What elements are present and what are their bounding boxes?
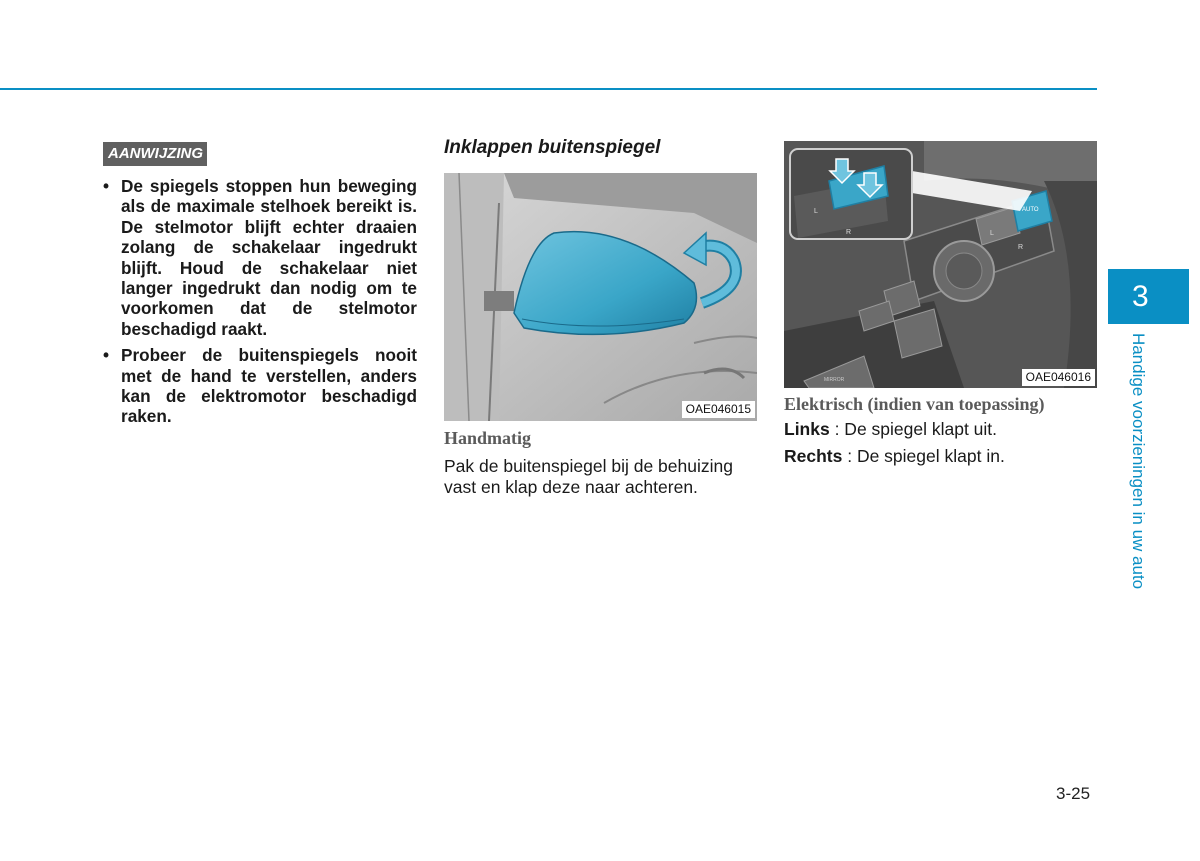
list-item xyxy=(103,345,417,427)
figure-code: OAE046016 xyxy=(1022,369,1095,386)
inset-right-label: R xyxy=(846,229,852,236)
note-list xyxy=(103,176,417,433)
note-label: AANWIJZING xyxy=(103,142,207,166)
door-switch-illustration xyxy=(784,141,1097,388)
switch-left-label: L xyxy=(990,230,994,237)
manual-fold-figure xyxy=(444,173,757,421)
manual-heading: Handmatig xyxy=(444,428,532,448)
manual-text: Pak de buitenspiegel bij de behuizing vast en klap deze naar achteren. xyxy=(444,456,733,497)
electric-rechts-line xyxy=(784,446,1005,467)
chapter-title: Handige voorzieningen in uw auto xyxy=(1129,333,1148,590)
list-item xyxy=(103,176,417,339)
electric-links-line xyxy=(784,419,997,440)
electric-fold-figure xyxy=(784,141,1097,388)
bullet-dot: • xyxy=(103,176,110,196)
switch-auto-label: AUTO xyxy=(1022,207,1039,213)
section-title: Inklappen buitenspiegel xyxy=(444,137,661,158)
switch-right-label: R xyxy=(1018,244,1024,251)
note-bullet-text: De spiegels stoppen hun beweging als de maximale stelhoek bereikt is. De stelmotor blijft echter draaien zolang de schakelaar ingedrukt blijft. Houd de schakelaar niet langer ingedrukt dan nodig om te voorkomen dat de stelmotor beschadigd raakt. xyxy=(121,176,417,339)
side-mirror-illustration xyxy=(444,173,757,421)
links-text: : De spiegel klapt uit. xyxy=(829,419,998,439)
chapter-side-title xyxy=(1128,333,1148,603)
bullet-dot: • xyxy=(103,345,110,366)
electric-heading: Elektrisch (indien van toepassing) xyxy=(784,394,1045,414)
rechts-text: : De spiegel klapt in. xyxy=(842,446,1005,466)
links-label: Links xyxy=(784,419,830,439)
figure-code: OAE046015 xyxy=(682,401,755,418)
chapter-tab xyxy=(1108,269,1189,324)
inset-left-label: L xyxy=(814,208,818,215)
chapter-number: 3 xyxy=(1132,280,1149,313)
header-rule xyxy=(0,88,1097,90)
switch-mirror-label: MIRROR xyxy=(824,377,845,383)
page-number: 3-25 xyxy=(1056,784,1091,803)
rechts-label: Rechts xyxy=(784,446,843,466)
note-bullet-text: Probeer de buitenspiegels nooit met de hand te verstellen, anders kan de elektromotor beschadigd raken. xyxy=(121,345,417,427)
